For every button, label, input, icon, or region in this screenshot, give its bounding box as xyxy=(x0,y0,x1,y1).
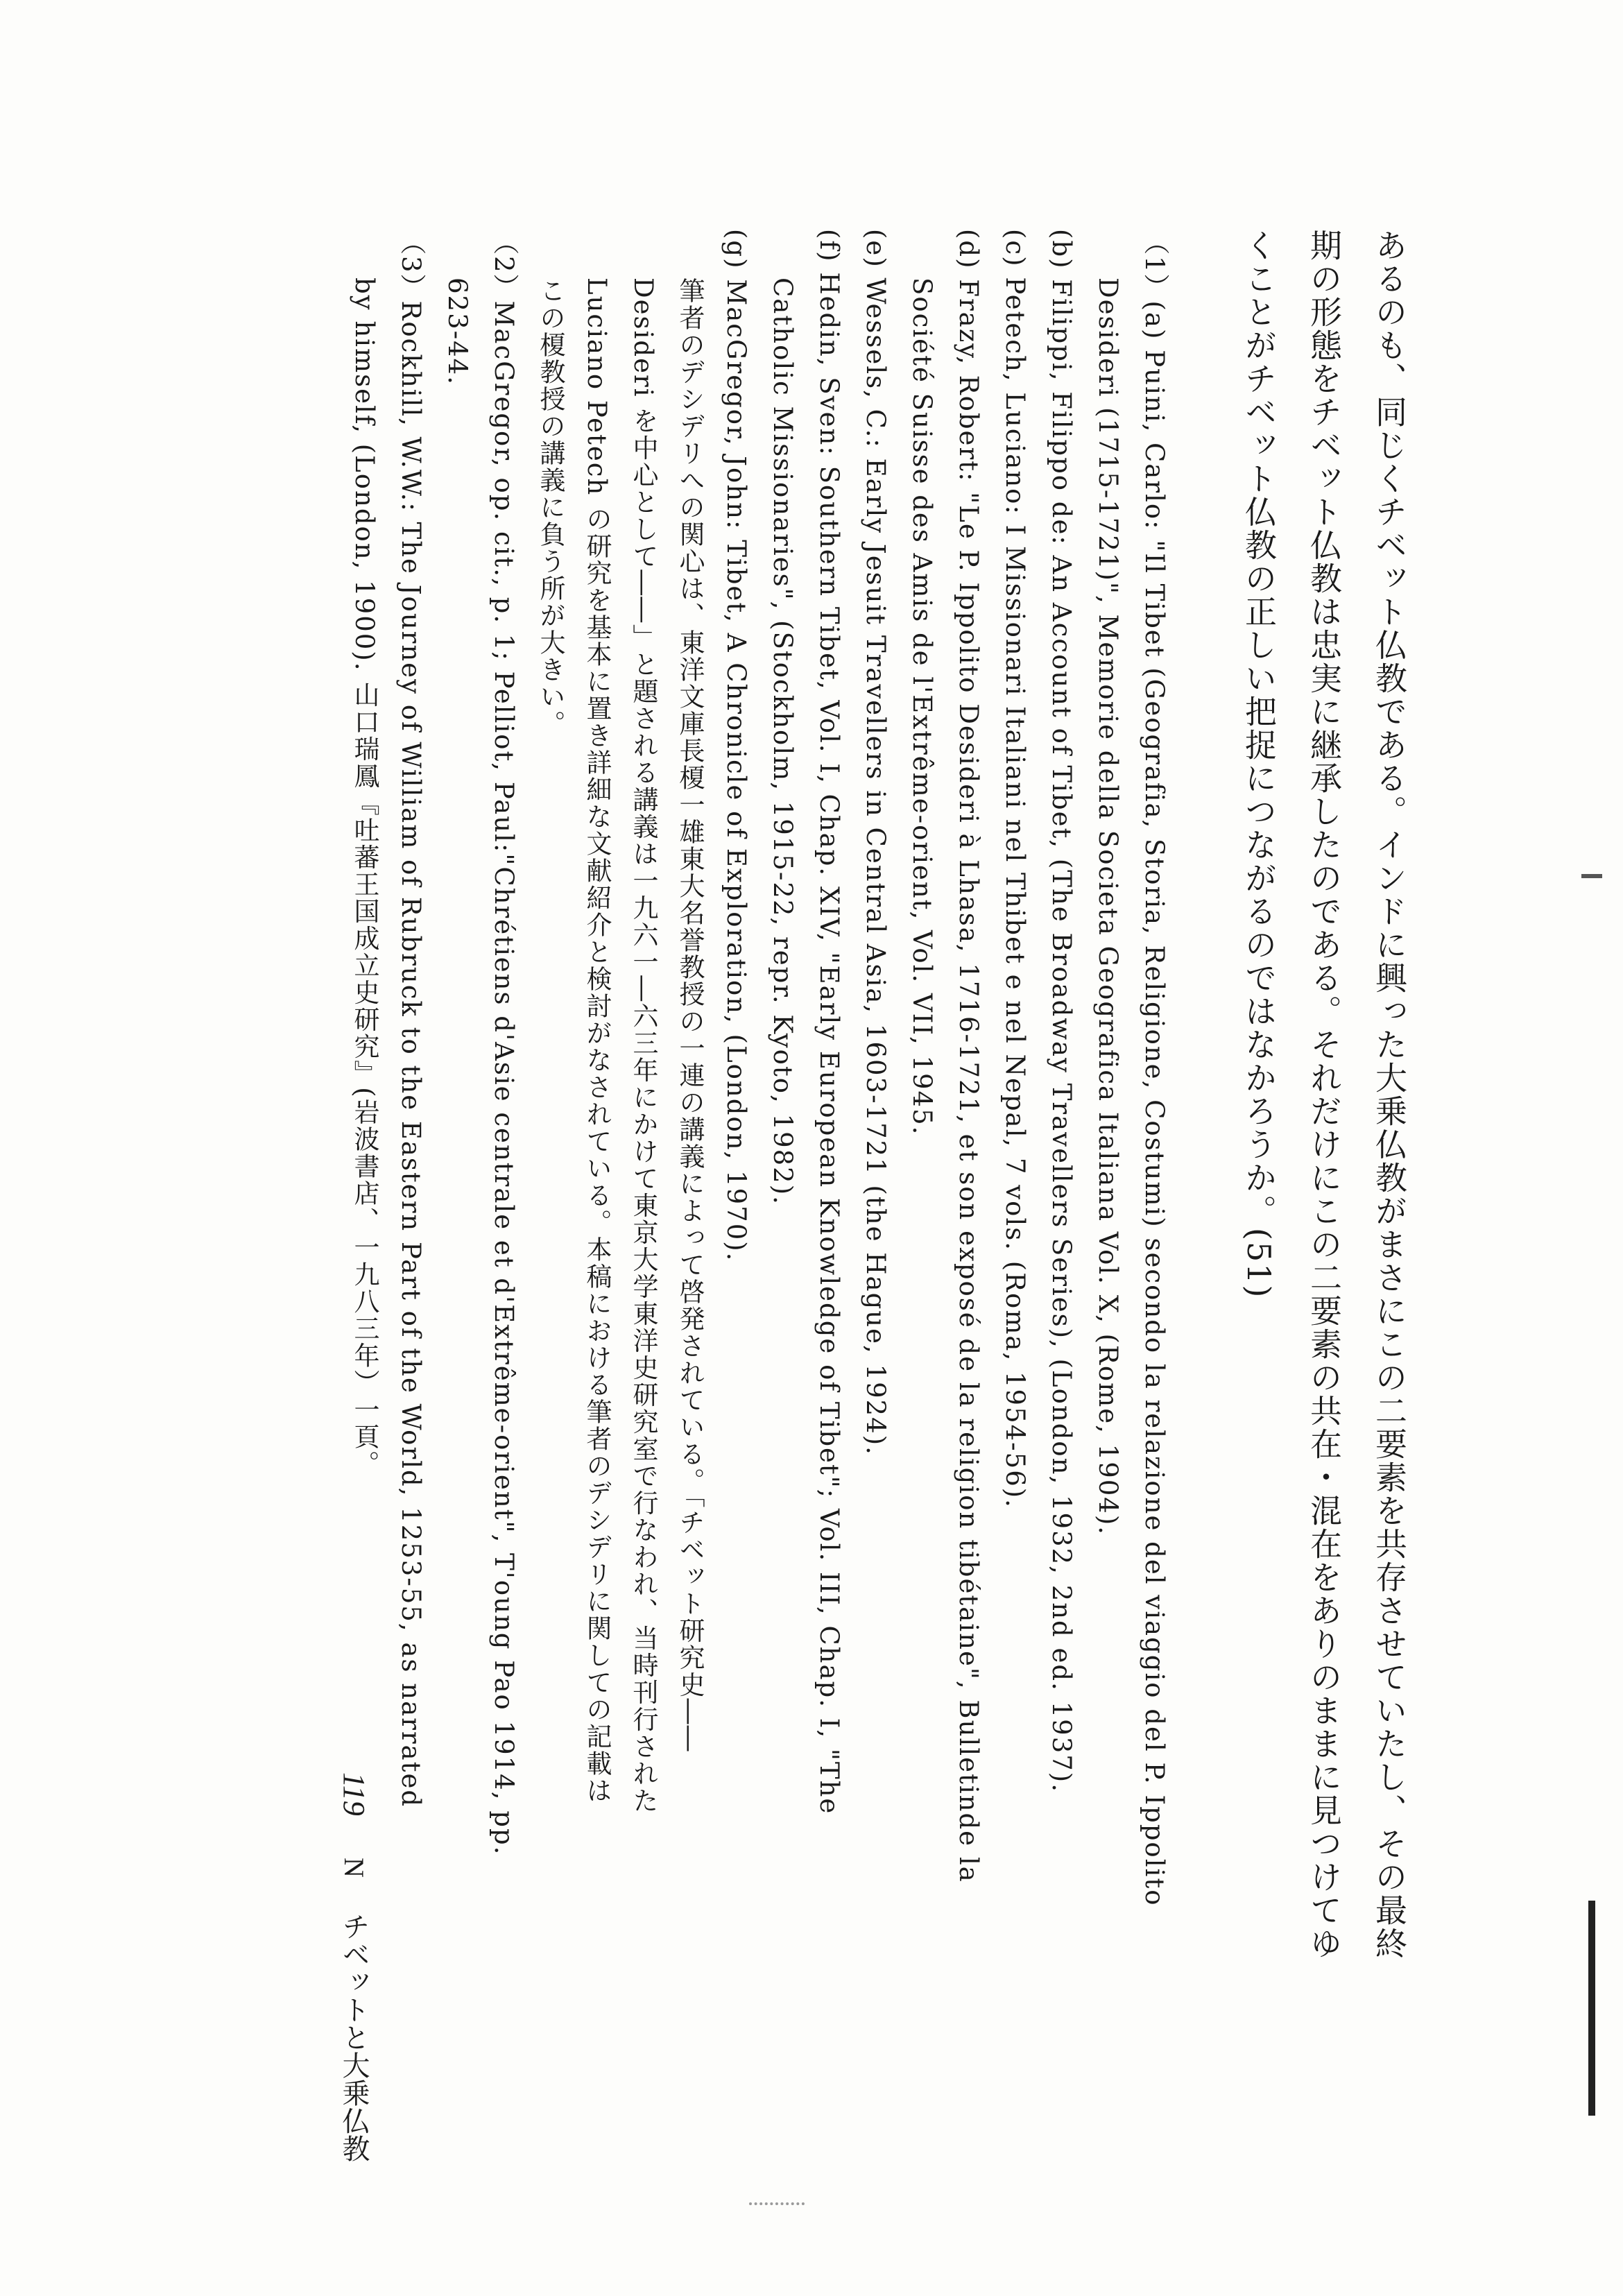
footnote-line: Desideri を中心として――」と題される講義は一九六一―六三年にかけて東京大学東洋史研究室で行なわれ、当時刊行された xyxy=(628,277,658,1815)
footnote-line: by himself, (London, 1900). 山口瑞鳳『吐蕃王国成立史研究』(岩波書店、一九八三年）一頁。 xyxy=(350,277,379,1477)
scan-artifact-dots xyxy=(749,2202,805,2209)
footnotes xyxy=(341,229,1178,1963)
footnote-number: （3） xyxy=(396,229,426,301)
footnote-1 xyxy=(527,229,1178,1963)
binding-edge-mark xyxy=(1588,1901,1595,2116)
footnote-2 xyxy=(434,229,527,1963)
main-paragraph xyxy=(1226,229,1422,1963)
footnote-line: (d) Frazy, Robert: "Le P. Ippolito Desideri à Lhasa, 1716-1721, et son exposé de la religion tibétaine", Bulletinde la xyxy=(954,229,984,1883)
page-number: 119 xyxy=(337,1772,371,1816)
footnote-line: Luciano Petech の研究を基本に置き詳細な文献紹介と検討がなされている。本稿における筆者のデシデリに関しての記載は xyxy=(582,277,612,1805)
footnote-line: Société Suisse des Amis de l'Extrême-orient, Vol. VII, 1945. xyxy=(907,277,937,1136)
main-line-3: くことがチベット仏教の正しい把捉につながるのではなかろうか。(51) xyxy=(1240,229,1278,1299)
footnote-line: 筆者のデシデリへの関心は、東洋文庫長榎一雄東大名誉教授の一連の講義によって啓発されている。「チベット研究史―― xyxy=(675,277,705,1753)
footnote-number: （2） xyxy=(489,229,519,301)
footnote-line: Catholic Missionaries", (Stockholm, 1915-22, repr. Kyoto, 1982). xyxy=(768,277,798,1206)
main-line-1: あるのも、同じくチベット仏教である。インドに興った大乗仏教がまさにこの二要素を共存させていたし、その最終 xyxy=(1371,229,1408,1960)
chapter-label: N xyxy=(338,1857,370,1878)
footnote-line: (f) Hedin, Sven: Southern Tibet, Vol. I, Chap. XIV, "Early European Knowledge of Tibet"; Vol. III, Chap. I, "The xyxy=(814,229,844,1815)
main-line-2: 期の形態をチベット仏教は忠実に継承したのである。それだけにこの二要素の共在・混在をありのままに見つけてゆ xyxy=(1305,229,1343,1960)
vertical-text-block xyxy=(277,229,1422,1963)
footnote-line: Rockhill, W.W.: The Journey of William of Rubruck to the Eastern Part of the World, 1253-55, as narrated xyxy=(396,300,426,1808)
running-title: チベットと大乗仏教 xyxy=(338,1912,370,2162)
footnote-line: (a) Puini, Carlo: "Il Tibet (Geografia, Storia, Religione, Costumi) secondo la relazione del viaggio del P. Ippolito xyxy=(1140,300,1169,1907)
footnote-line: (c) Petech, Luciano: I Missionari Italiani nel Thibet e nel Nepal, 7 vols. (Roma, 1954-56). xyxy=(1000,229,1030,1509)
footnote-line: (g) MacGregor, John: Tibet, A Chronicle of Exploration, (London, 1970). xyxy=(721,229,751,1262)
footnote-line: Desideri (1715-1721)", Memorie della Societa Geografica Italiana Vol. X, (Rome, 1904). xyxy=(1093,277,1123,1536)
footnote-line: (b) Filippi, Filippo de: An Account of Tibet, (The Broadway Travellers Series), (London, 1932, 2nd ed. 1937). xyxy=(1047,229,1076,1793)
running-footer xyxy=(291,1772,375,2161)
footnote-line: この榎教授の講義に負う所が大きい。 xyxy=(535,277,565,737)
footnote-3 xyxy=(341,229,434,1963)
footnote-number: （1） xyxy=(1140,229,1169,301)
footnote-line: (e) Wessels, C.: Early Jesuit Travellers in Central Asia, 1603-1721 (the Hague, 1924). xyxy=(861,229,891,1456)
edge-tick-mark xyxy=(1581,874,1602,878)
footnote-line: MacGregor, op. cit., p. 1; Pelliot, Paul:"Chrétiens d'Asie centrale et d'Extrême-orient", T'oung Pao 1914, pp. xyxy=(489,300,519,1856)
footnote-line: 623-44. xyxy=(443,277,472,386)
